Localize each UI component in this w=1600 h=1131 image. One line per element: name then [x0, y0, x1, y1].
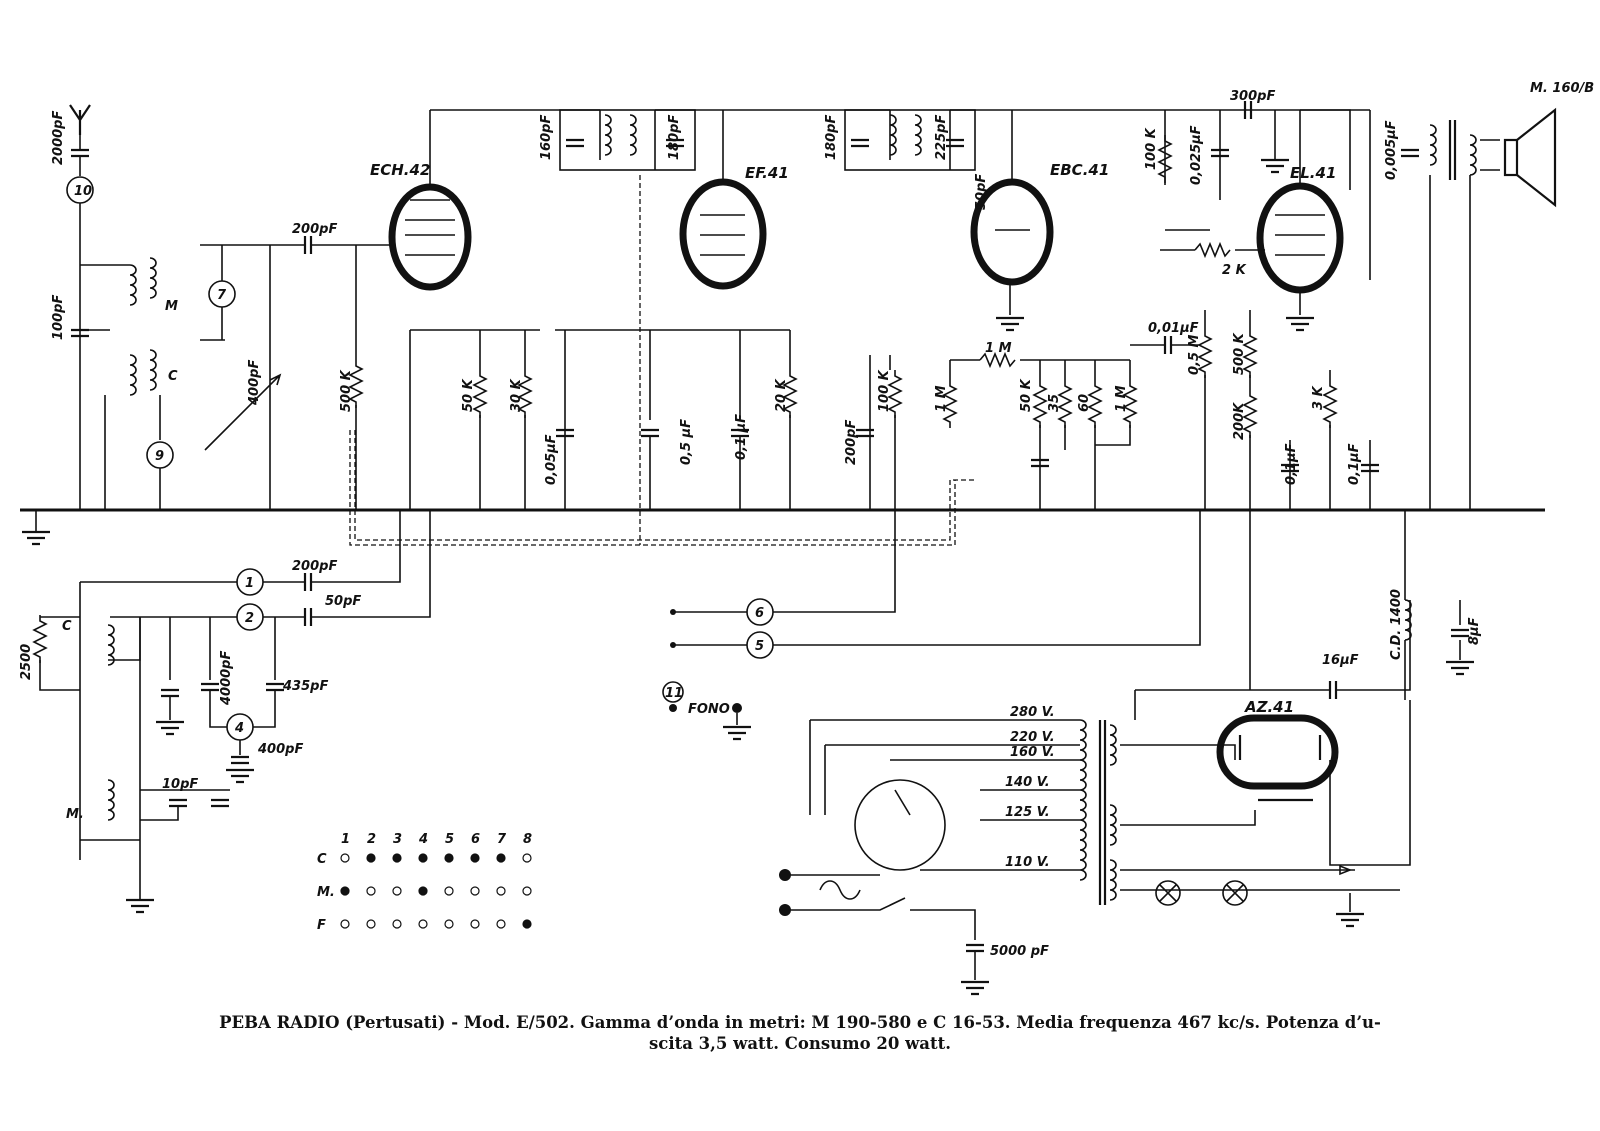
switch-table-dot-filled [367, 854, 375, 862]
tube-el41 [1260, 110, 1340, 290]
cap-label: 0,1µF [1284, 443, 1299, 485]
res-label: 50 K [1019, 379, 1034, 412]
cap-label: 0,1µF [1347, 443, 1362, 485]
switch-table-col-label: 6 [471, 832, 481, 847]
res-label: 50 K [461, 379, 476, 412]
switch-table-dot-empty [497, 887, 505, 895]
cap-label: 2000pF [51, 110, 66, 165]
label-ebc41: EBC.41 [1050, 161, 1110, 179]
cap-label: 300pF [1230, 89, 1276, 104]
switch-table-dot-filled [419, 887, 427, 895]
output-transformer [1430, 120, 1500, 510]
res-label: 2 K [1222, 263, 1246, 278]
switch-table-dot-filled [419, 854, 427, 862]
cap-label: 0,025µF [1189, 125, 1204, 185]
switch-table-dot-empty [341, 920, 349, 928]
label-ef41: EF.41 [745, 164, 789, 182]
cap-label: 180pF [824, 114, 839, 160]
switch-table-dot-empty [445, 887, 453, 895]
caption-line-2: scita 3,5 watt. Consumo 20 watt. [649, 1034, 951, 1053]
res-label: 30 K [509, 379, 524, 412]
res-label: 1 M [985, 341, 1012, 356]
switch-table-dot-empty [523, 887, 531, 895]
res-label: 100 K [1144, 128, 1159, 170]
res-label: 3 K [1311, 386, 1326, 410]
res-label: 35 [1047, 393, 1062, 412]
cap-label: 50pF [325, 594, 362, 609]
switch-table-dot-empty [445, 920, 453, 928]
cap-label: 10pF [162, 777, 199, 792]
switch-table-row-label: M. [317, 885, 335, 900]
res-label: 500 K [1232, 333, 1247, 375]
voltage-label: 125 V. [1005, 805, 1050, 820]
switch-table-col-label: 7 [497, 832, 507, 847]
label-el41: EL.41 [1290, 164, 1337, 182]
node-label: 9 [155, 449, 165, 464]
switch-table-dot-filled [497, 854, 505, 862]
cap-label: 16µF [1322, 653, 1359, 668]
power-supply [779, 510, 1474, 994]
cap-label: 160pF [539, 114, 554, 160]
label-speaker: M. 160/B [1530, 81, 1595, 96]
voltage-label: 280 V. [1010, 705, 1055, 720]
res-label: 2500 [19, 643, 34, 680]
switch-table-col-label: 5 [445, 832, 455, 847]
cap-label: 0,01µF [1148, 321, 1199, 336]
cap-label: 0,1 µF [734, 413, 749, 460]
switch-table-col-label: 8 [523, 832, 533, 847]
switch-table-col-label: 3 [393, 832, 403, 847]
tube-ech42 [392, 110, 468, 287]
fono-label: FONO [688, 702, 730, 717]
res-label: 1 M [1114, 385, 1129, 412]
switch-table-dot-empty [523, 854, 531, 862]
schematic-caption [150, 1012, 1450, 1054]
switch-table-dot-empty [471, 920, 479, 928]
node-label: 2 [245, 611, 255, 626]
switch-table-dot-filled [393, 854, 401, 862]
res-label: 200K [1232, 402, 1247, 440]
speaker-icon [1505, 110, 1555, 205]
switch-table-dot-filled [445, 854, 453, 862]
node-label: 5 [755, 639, 765, 654]
transformer-voltage-labels [1005, 705, 1055, 870]
coil-label: M [165, 299, 178, 314]
coil-label: C [168, 369, 178, 384]
cap-label: 225pF [934, 114, 949, 160]
choke-label: C.D. 1400 [1389, 589, 1404, 660]
res-label: 100 K [877, 370, 892, 412]
caption-line-1: PEBA RADIO (Pertusati) - Mod. E/502. Gamma d’onda in metri: M 190-580 e C 16-53. Media frequenza 467 kc/s. Potenza d’u- [219, 1013, 1381, 1032]
switch-table-col-label: 2 [367, 832, 377, 847]
band-switch-table [317, 832, 532, 933]
cap-label: 0,5 µF [679, 418, 694, 465]
cap-label: 4000pF [219, 650, 234, 705]
res-label: 60 [1077, 393, 1092, 412]
cap-label: 200pF [292, 222, 338, 237]
switch-table-dot-empty [367, 887, 375, 895]
switch-table-dot-empty [393, 920, 401, 928]
switch-table-col-label: 1 [341, 832, 351, 847]
ground-bus [20, 510, 1545, 544]
node-label: 1 [245, 576, 255, 591]
switch-table-dot-empty [393, 887, 401, 895]
coil-label: C [62, 619, 72, 634]
cap-label: 50pF [974, 173, 989, 210]
cap-label: 400pF [258, 742, 304, 757]
voltage-label: 140 V. [1005, 775, 1050, 790]
res-label: 1 M [934, 385, 949, 412]
cap-label: 200pF [292, 559, 338, 574]
voltage-selector [855, 780, 945, 870]
node-label: 6 [755, 606, 765, 621]
node-label: 10 [74, 184, 93, 199]
oscillator-section [34, 510, 430, 912]
switch-table-dot-empty [497, 920, 505, 928]
cap-label: 100pF [51, 294, 66, 340]
switch-table-row-label: C [317, 852, 327, 867]
switch-table-dot-empty [471, 887, 479, 895]
voltage-label: 220 V. [1010, 730, 1055, 745]
cap-label: 0,05µF [544, 434, 559, 485]
switch-table-dot-filled [341, 887, 349, 895]
node-label: 4 [235, 721, 245, 736]
switch-table-dot-empty [367, 920, 375, 928]
switch-table-dot-filled [523, 920, 531, 928]
cap-label: 200pF [844, 419, 859, 465]
voltage-label: 160 V. [1010, 745, 1055, 760]
tube-az41 [1220, 718, 1335, 800]
coil-label: M. [66, 807, 84, 822]
cap-label: 8µF [1467, 617, 1482, 645]
node-label: 7 [217, 288, 227, 303]
if-transformer-2 [845, 110, 975, 170]
switch-table-row-label: F [317, 918, 326, 933]
label-az41: AZ.41 [1245, 698, 1295, 716]
switch-table-col-label: 4 [419, 832, 429, 847]
switch-table-dot-empty [341, 854, 349, 862]
label-ech42: ECH.42 [370, 161, 431, 179]
cap-label: 180pF [667, 114, 682, 160]
cap-label: 400pF [247, 359, 262, 405]
res-label: 20 K [774, 379, 789, 412]
cap-label: 0,005µF [1384, 120, 1399, 180]
switch-table-dot-empty [419, 920, 427, 928]
res-label: 0,5 M [1187, 334, 1202, 375]
res-label: 500 K [339, 370, 354, 412]
voltage-label: 110 V. [1005, 855, 1050, 870]
cap-label: 5000 pF [990, 944, 1049, 959]
cap-label: 435pF [283, 679, 329, 694]
node-label: 11 [665, 686, 684, 701]
switch-table-dot-filled [471, 854, 479, 862]
